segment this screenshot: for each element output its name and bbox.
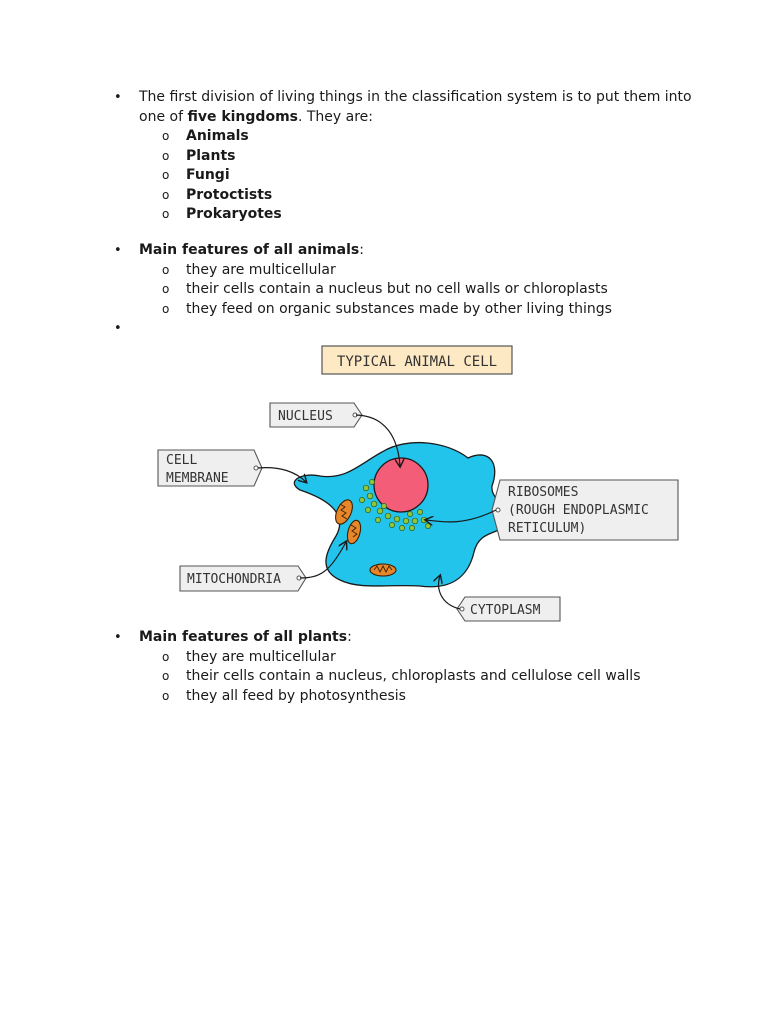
intro-section — [114, 88, 694, 225]
mitochondria-label: MITOCHONDRIA — [187, 572, 281, 587]
animals-heading-bullet: • Main features of all animals: — [114, 241, 694, 261]
cytoplasm-label: CYTOPLASM — [470, 603, 541, 618]
ribosomes-label-line2: (ROUGH ENDOPLASMIC — [508, 503, 649, 518]
nucleus-label: NUCLEUS — [278, 409, 333, 424]
animals-heading: Main features of all animals — [139, 242, 360, 258]
kingdom-item: o Protoctists — [162, 186, 273, 203]
ribosomes-label-line3: RETICULUM) — [508, 521, 587, 536]
cell-membrane-label-line2: MEMBRANE — [166, 471, 229, 486]
empty-bullet — [114, 319, 694, 339]
animal-feature-item: o their cells contain a nucleus but no cell walls or chloroplasts — [162, 281, 608, 297]
cell-membrane-label-line1: CELL — [166, 453, 198, 468]
intro-text: The first division of living things in the classification system is to put them into one of — [139, 89, 692, 125]
animal-feature-item: o they are multicellular — [162, 261, 336, 278]
plants-heading-bullet: • Main features of all plants: — [114, 628, 694, 648]
diagram-title: TYPICAL ANIMAL CELL — [336, 354, 498, 370]
animals-section — [114, 241, 694, 339]
kingdom-item: o Animals — [162, 128, 249, 144]
plant-feature-item: o they all feed by photosynthesis — [162, 687, 406, 704]
plant-feature-item: o their cells contain a nucleus, chloroplasts and cellulose cell walls — [162, 668, 641, 684]
plant-feature-item: o they are multicellular — [162, 648, 336, 665]
five-kingdoms-bold: five kingdoms — [187, 108, 298, 125]
animal-feature-item: o they feed on organic substances made by other living things — [162, 300, 612, 317]
plants-section — [114, 628, 694, 706]
kingdom-item: o Plants — [162, 147, 236, 164]
intro-text-end: . They are: — [297, 108, 374, 125]
ribosomes-label-line1: RIBOSOMES — [508, 485, 579, 500]
kingdom-item: o Prokaryotes — [162, 206, 282, 222]
kingdom-item: o Fungi — [162, 167, 230, 183]
plants-heading: Main features of all plants — [139, 629, 348, 645]
intro-bullet — [114, 88, 694, 127]
animal-cell-diagram — [150, 340, 690, 630]
